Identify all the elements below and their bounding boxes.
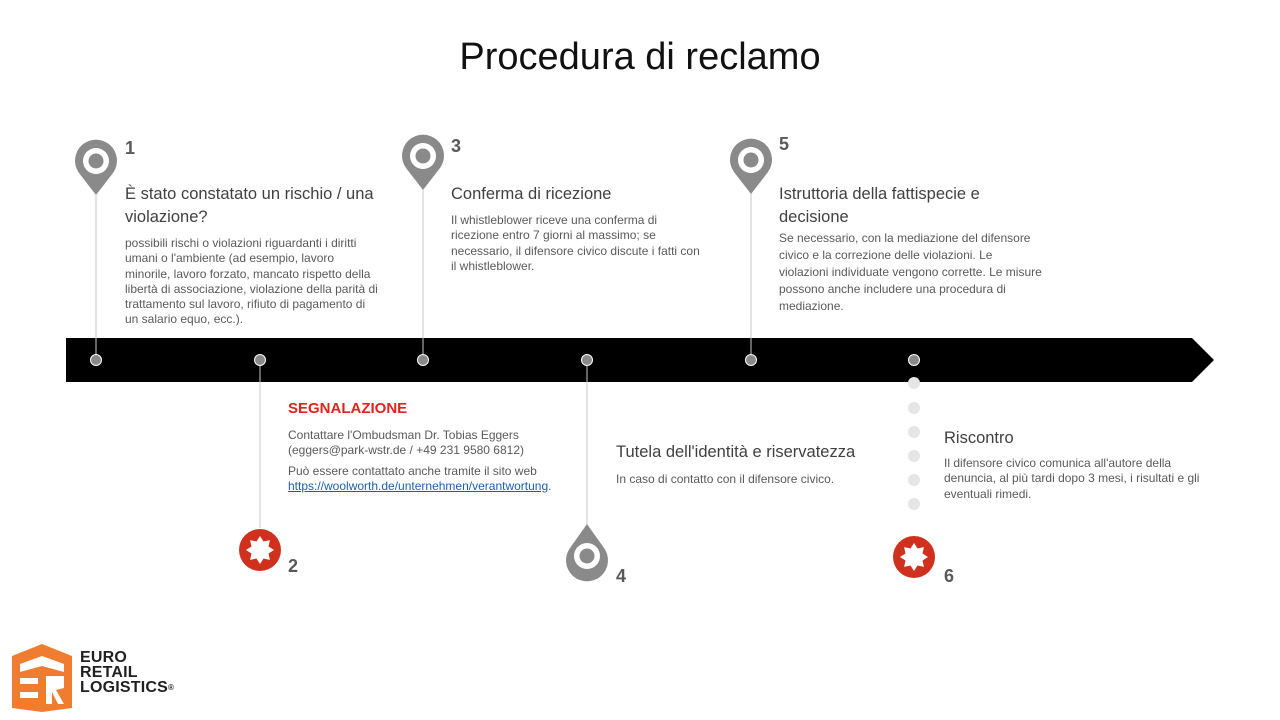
location-pin-icon: [402, 135, 444, 190]
location-pin-icon: [730, 139, 772, 194]
website-link[interactable]: https://woolworth.de/unternehmen/verantwortung: [288, 478, 549, 493]
timeline-dot-2: [255, 355, 266, 366]
logo-wordmark: [80, 650, 174, 695]
registered-mark: ®: [168, 683, 175, 692]
step-number: 2: [288, 556, 299, 576]
faded-dot: [908, 402, 920, 414]
step-description: Il whistleblower riceve una conferma di ricezione entro 7 giorni al massimo; se necessario, il difensore civico discute i fatti con il whistleblower.: [451, 213, 700, 273]
step-description: possibili rischi o violazioni riguardanti i diritti umani o l'ambiente (ad esempio, lavoro minorile, lavoro forzato, mancato rispetto della libertà di associazione, violazione della parità di trattamento sul lavoro, rifiuto di pagamento di un salario equo, ecc.).: [125, 236, 378, 327]
timeline-arrow: [66, 338, 1214, 382]
alert-burst-icon: [239, 529, 281, 571]
timeline-dot-4: [582, 355, 593, 366]
contact-details: (eggers@park-wstr.de / +49 231 9580 6812): [288, 443, 524, 458]
logo-line-text: LOGISTICS: [80, 679, 169, 696]
timeline-dot-1: [91, 355, 102, 366]
step-number: 5: [779, 134, 790, 154]
step-heading: Conferma di ricezione: [451, 185, 612, 203]
logo-line: [80, 680, 174, 695]
logo-line: EURO: [80, 649, 128, 666]
faded-dot: [908, 426, 920, 438]
step-number: 6: [944, 566, 955, 586]
step-description: Il difensore civico comunica all'autore della denuncia, al più tardi dopo 3 mesi, i risultati e gli eventuali rimedi.: [944, 456, 1200, 501]
step-description: In caso di contatto con il difensore civico.: [616, 472, 835, 486]
step-heading: È stato constatato un rischio / una violazione?: [125, 185, 374, 226]
timeline-dot-5: [746, 355, 757, 366]
step-heading: Tutela dell'identità e riservatezza: [616, 443, 856, 461]
alert-burst-icon: [893, 536, 935, 578]
step-number: 4: [616, 566, 627, 586]
company-logo: [8, 642, 183, 714]
location-pin-icon: [75, 140, 117, 195]
location-pin-icon: [566, 524, 608, 581]
step-heading: Istruttoria della fattispecie e decisione: [779, 185, 980, 226]
logo-line: RETAIL: [80, 664, 138, 681]
step-number: 1: [125, 138, 136, 158]
faded-dot: [908, 450, 920, 462]
timeline-dot-3: [418, 355, 429, 366]
timeline-dot-6: [909, 355, 920, 366]
link-suffix: .: [548, 478, 552, 493]
step-number: 3: [451, 136, 462, 156]
contact-line: Contattare l'Ombudsman Dr. Tobias Eggers: [288, 428, 519, 442]
step-description: [288, 428, 558, 494]
faded-dot: [908, 498, 920, 510]
page-title: Procedura di reclamo: [459, 36, 821, 78]
web-intro: Può essere contattato anche tramite il sito web: [288, 463, 537, 478]
step-description: Se necessario, con la mediazione del difensore civico e la correzione delle violazioni. Le violazioni individuate vengono corrette. Le misure possono anche includere una procedura di mediazione.: [779, 231, 1042, 313]
web-contact: [288, 464, 558, 495]
step-heading: Riscontro: [944, 429, 1014, 447]
logo-mark-icon: [8, 642, 78, 714]
faded-dot: [908, 377, 920, 389]
step-heading: SEGNALAZIONE: [288, 400, 408, 417]
faded-dot: [908, 474, 920, 486]
